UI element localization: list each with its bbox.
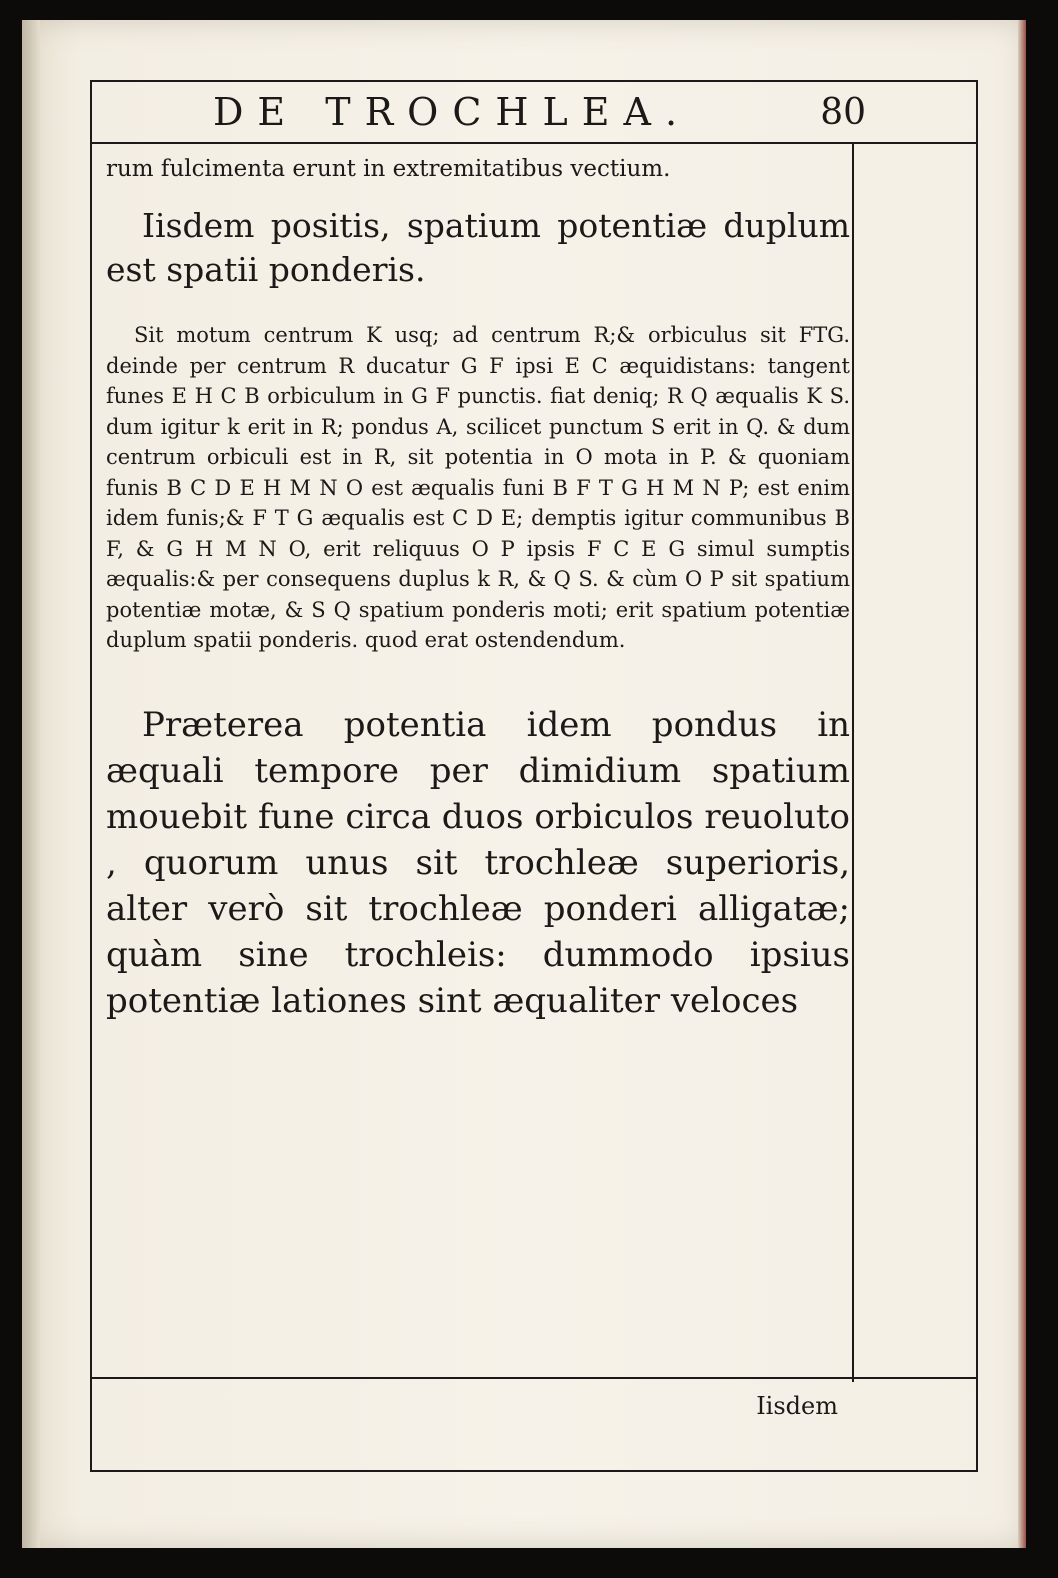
catchword: Iisdem: [756, 1392, 838, 1420]
running-title: DE TROCHLEA.: [212, 90, 692, 134]
next-proposition: Præterea potentia idem pondus in æquali tempore per dimidium spatium mouebit fune circa duos orbiculos reuoluto , quorum unus sit trochleæ superioris, alter verò sit trochleæ ponderi alligatæ; quàm sine trochleis: dummodo ipsius potentiæ lationes sint æqualiter veloces: [106, 704, 850, 1021]
page-frame: [90, 80, 978, 1472]
margin-rule: [852, 142, 854, 1382]
proposition-statement: Iisdem positis, spatium potentiæ duplum est spatii ponderis.: [106, 206, 850, 289]
page-edge: [1018, 20, 1026, 1548]
book-page: [22, 20, 1026, 1548]
page-spine-shadow: [22, 20, 40, 1548]
continuation-line: rum fulcimenta erunt in extremitatibus vectium.: [106, 156, 671, 182]
page-number: 80: [820, 92, 866, 133]
running-header: [92, 82, 976, 144]
proof-paragraph: Sit motum centrum K usq; ad centrum R;& orbiculus sit FTG. deinde per centrum R ducatur G F ipsi E C æquidistans: tangent funes E H C B orbiculum in G F punctis. fiat deniq; R Q æqualis K S. dum igitur k erit in R; pondus A, scilicet punctum S erit in Q. & dum centrum orbiculi est in R, sit potentia in O mota in P. & quoniam funis B C D E H M N O est æqualis funi B F T G H M N P; est enim idem funis;& F T G æqualis est C D E; demptis igitur communibus B F, & G H M N O, erit reliquus O P ipsis F C E G simul sumptis æqualis:& per consequens duplus k R, & Q S. & cùm O P sit spatium potentiæ motæ, & S Q spatium ponderis moti; erit spatium potentiæ duplum spatii ponderis. quod erat ostendendum.: [106, 323, 850, 652]
text-column: [106, 156, 850, 1024]
footer-rule: [92, 1377, 976, 1379]
